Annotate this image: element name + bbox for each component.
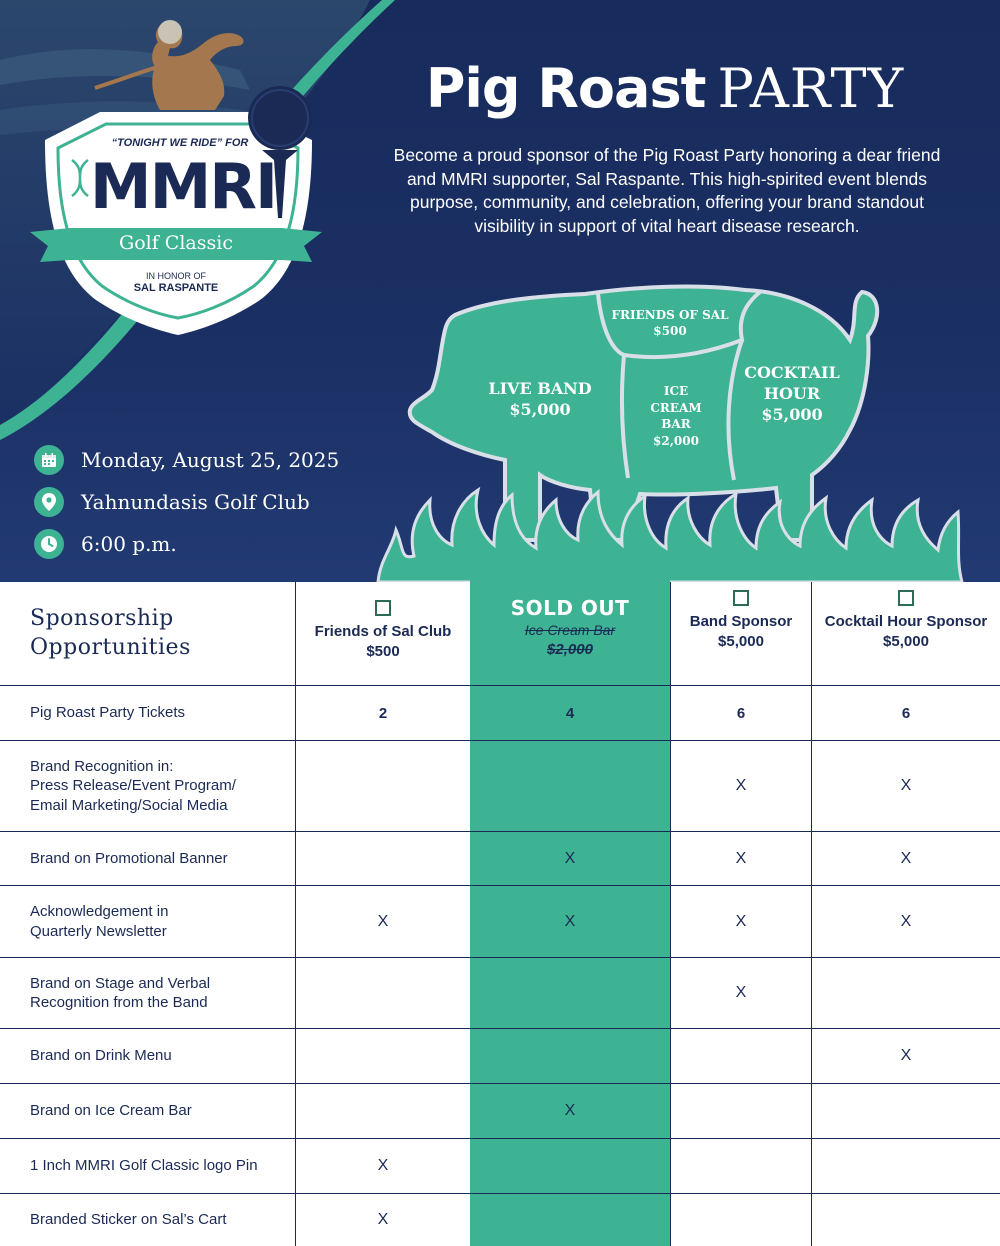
live-band-price: $5,000	[509, 400, 571, 419]
title-bold: Pig Roast	[425, 57, 706, 120]
map-pin-icon	[34, 487, 64, 517]
event-time: 6:00 p.m.	[81, 532, 177, 556]
event-location: Yahnundasis Golf Club	[81, 490, 310, 514]
logo-honor-line2: SAL RASPANTE	[133, 282, 219, 294]
event-date: Monday, August 25, 2025	[81, 448, 340, 472]
table-title-line2: Opportunities	[30, 635, 191, 660]
table-cell: 6	[736, 704, 746, 722]
cocktail-name2: HOUR	[763, 384, 821, 403]
table-cell: X	[735, 984, 747, 1001]
row-label	[30, 1084, 290, 1138]
ice-cream-name3: BAR	[661, 417, 691, 431]
ice-cream-price: $2,000	[653, 433, 699, 448]
intro-text: Become a proud sponsor of the Pig Roast Party honoring a dear friend and MMRI supporter, Sal Raspante. This high-spirited event blends purpose, community, and celebration, offering your brand standout visibility in support of vital heart disease research.	[393, 145, 941, 236]
column-header-band	[671, 590, 811, 652]
row-label	[30, 1139, 290, 1193]
table-cell: X	[735, 849, 747, 867]
friends-name: FRIENDS OF SAL	[611, 308, 729, 322]
table-cell: X	[735, 777, 747, 794]
sold-out-label: SOLD OUT	[510, 596, 630, 620]
table-cell: X	[564, 849, 576, 867]
table-title	[30, 604, 290, 662]
column-header-cocktail	[812, 590, 1000, 652]
row-label-text: Branded Sticker on Sal’s Cart	[30, 1211, 227, 1229]
cocktail-column-name: Cocktail Hour Sponsor	[824, 613, 988, 630]
table-cell: X	[377, 1157, 389, 1174]
row-label	[30, 1194, 290, 1246]
sponsorship-table	[0, 582, 1000, 1246]
logo-org: MMRI	[89, 150, 277, 223]
logo-event: Golf Classic	[119, 232, 233, 254]
pig-friends-of-sal	[600, 307, 740, 339]
ice-cream-column-price: $2,000	[547, 641, 593, 658]
logo-tagline: “TONIGHT WE RIDE” FOR	[111, 137, 249, 149]
column-header-ice-cream	[470, 596, 670, 660]
row-label-text: Brand on Ice Cream Bar	[30, 1102, 192, 1120]
friends-checkbox[interactable]	[375, 600, 391, 616]
pig-live-band	[478, 378, 602, 420]
row-label-text: Brand Recognition in: Press Release/Event Program/ Email Marketing/Social Media	[30, 757, 236, 814]
table-cell: X	[377, 1211, 389, 1228]
table-cell: X	[900, 849, 912, 867]
pig-cocktail-hour	[736, 362, 848, 425]
cocktail-checkbox[interactable]	[898, 590, 914, 606]
band-column-name: Band Sponsor	[689, 613, 793, 630]
row-label	[30, 741, 290, 831]
cocktail-name1: COCKTAIL	[744, 363, 840, 382]
table-cell: X	[900, 912, 912, 930]
table-cell: 6	[901, 704, 911, 722]
table-cell: X	[735, 912, 747, 930]
ice-cream-name2: CREAM	[650, 400, 702, 415]
row-label-text: 1 Inch MMRI Golf Classic logo Pin	[30, 1157, 258, 1175]
row-label-text: Pig Roast Party Tickets	[30, 704, 186, 722]
row-label	[30, 958, 290, 1028]
row-label-text: Brand on Promotional Banner	[30, 849, 228, 867]
title-light: PARTY	[717, 57, 905, 120]
row-label	[30, 886, 290, 957]
table-cell: 4	[565, 704, 575, 722]
cocktail-column-price: $5,000	[883, 633, 929, 650]
band-checkbox[interactable]	[733, 590, 749, 606]
table-cell: X	[900, 1047, 912, 1064]
friends-column-name: Friends of Sal Club	[314, 623, 452, 640]
event-date-row	[34, 445, 339, 475]
event-time-row	[34, 529, 177, 559]
row-label	[30, 832, 290, 885]
table-title-line1: Sponsorship	[30, 606, 174, 631]
clock-icon	[34, 529, 64, 559]
logo-honor-line1: IN HONOR OF	[146, 271, 206, 281]
event-location-row	[34, 487, 310, 517]
row-label-text: Brand on Stage and Verbal Recognition from the Band	[30, 974, 211, 1011]
live-band-name: LIVE BAND	[488, 379, 592, 398]
ice-cream-name1: ICE	[663, 384, 689, 398]
row-label	[30, 1029, 290, 1083]
row-label-text: Acknowledgement in Quarterly Newsletter	[30, 903, 169, 940]
column-header-friends	[296, 600, 470, 662]
ice-cream-column-name: Ice Cream Bar	[524, 622, 616, 638]
friends-price: $500	[653, 324, 687, 338]
table-cell: X	[900, 777, 912, 794]
pig-ice-cream-bar	[636, 383, 716, 449]
table-cell: X	[377, 912, 389, 930]
friends-column-price: $500	[366, 643, 400, 660]
row-label-text: Brand on Drink Menu	[30, 1047, 172, 1065]
table-cell: 2	[378, 704, 388, 722]
calendar-icon	[34, 445, 64, 475]
cocktail-price: $5,000	[761, 405, 823, 424]
hero-banner	[0, 0, 1000, 582]
table-cell: X	[564, 912, 576, 930]
table-cell: X	[564, 1102, 576, 1119]
flames-decoration	[378, 490, 962, 582]
band-column-price: $5,000	[718, 633, 764, 650]
row-label	[30, 686, 290, 740]
